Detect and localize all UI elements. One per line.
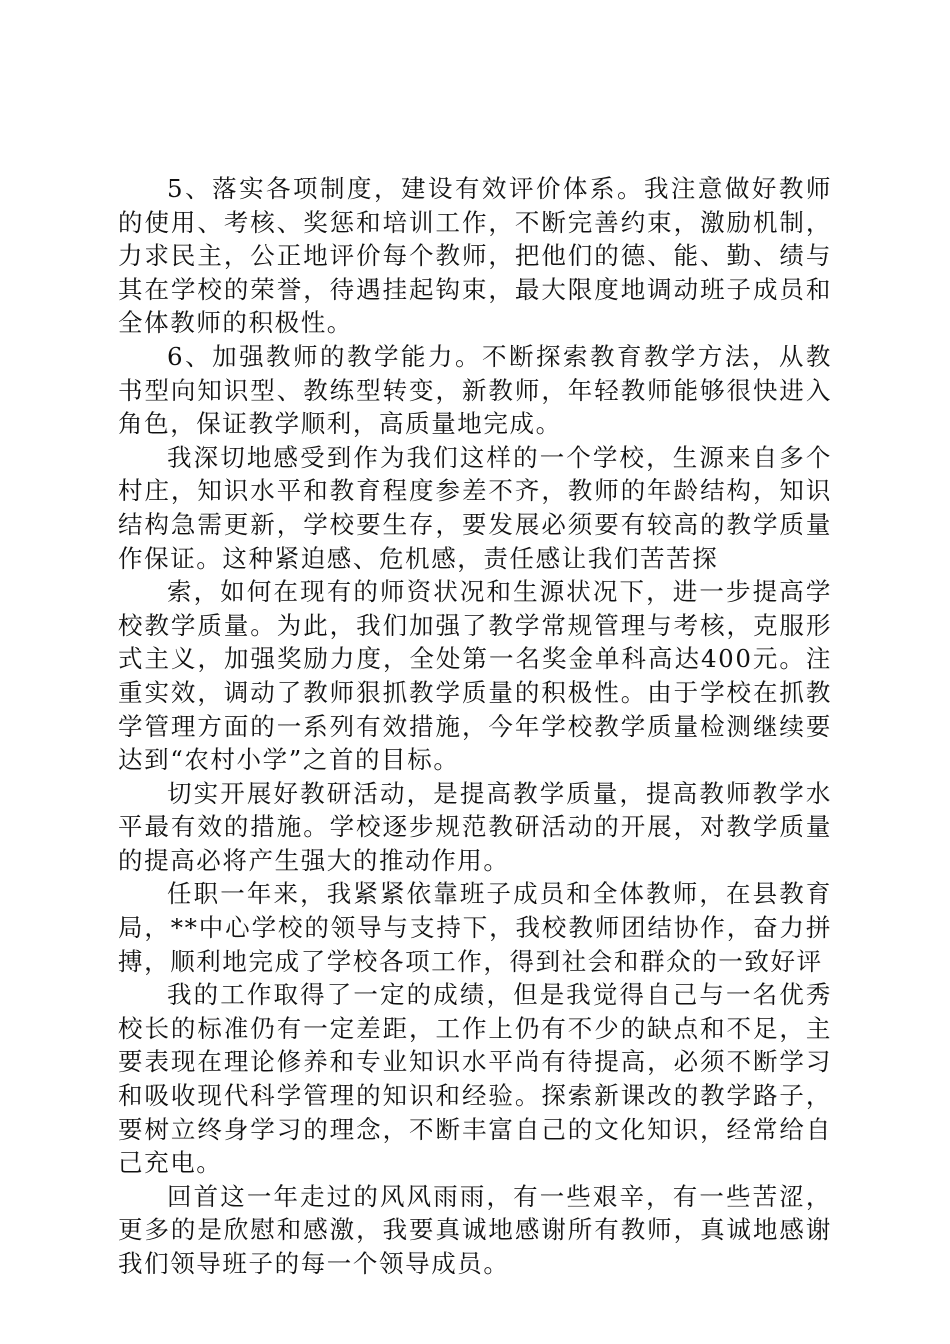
paragraph-1: 5、落实各项制度，建设有效评价体系。我注意做好教师的使用、考核、奖惩和培训工作，不断完善约束，激励机制，力求民主，公正地评价每个教师，把他们的德、能、勤、绩与其在学校的荣誉，待遇挂起钩束，最大限度地调动班子成员和全体教师的积极性。 [118,174,832,338]
paragraph-7: 我的工作取得了一定的成绩，但是我觉得自己与一名优秀校长的标准仍有一定差距，工作上仍有不少的缺点和不足，主要表现在理论修养和专业知识水平尚有待提高，必须不断学习和吸收现代科学管理的知识和经验。探索新课改的教学路子，要树立终身学习的理念，不断丰富自己的文化知识，经常给自己充电。 [118,980,832,1178]
paragraph-6: 任职一年来，我紧紧依靠班子成员和全体教师，在县教育局，**中心学校的领导与支持下，我校教师团结协作，奋力拼搏，顺利地完成了学校各项工作，得到社会和群众的一致好评 [118,879,832,976]
paragraph-4: 索，如何在现有的师资状况和生源状况下，进一步提高学校教学质量。为此，我们加强了教学常规管理与考核，克服形式主义，加强奖励力度，全处第一名奖金单科高达400元。注重实效，调动了教师狠抓教学质量的积极性。由于学校在抓教学管理方面的一系列有效措施，今年学校教学质量检测继续要达到“农村小学”之首的目标。 [118,577,832,775]
paragraph-8: 回首这一年走过的风风雨雨，有一些艰辛，有一些苦涩，更多的是欣慰和感激，我要真诚地感谢所有教师，真诚地感谢我们领导班子的每一个领导成员。 [118,1181,832,1278]
document-body [118,172,832,1281]
paragraph-2: 6、加强教师的教学能力。不断探索教育教学方法，从教书型向知识型、教练型转变，新教师，年轻教师能够很快进入角色，保证教学顺利，高质量地完成。 [118,341,832,439]
paragraph-5: 切实开展好教研活动，是提高教学质量，提高教师教学水平最有效的措施。学校逐步规范教研活动的开展，对教学质量的提高必将产生强大的推动作用。 [118,778,832,875]
paragraph-3: 我深切地感受到作为我们这样的一个学校，生源来自多个村庄，知识水平和教育程度参差不齐，教师的年龄结构，知识结构急需更新，学校要生存，要发展必须要有较高的教学质量作保证。这种紧迫感、危机感，责任感让我们苦苦探 [118,442,832,573]
